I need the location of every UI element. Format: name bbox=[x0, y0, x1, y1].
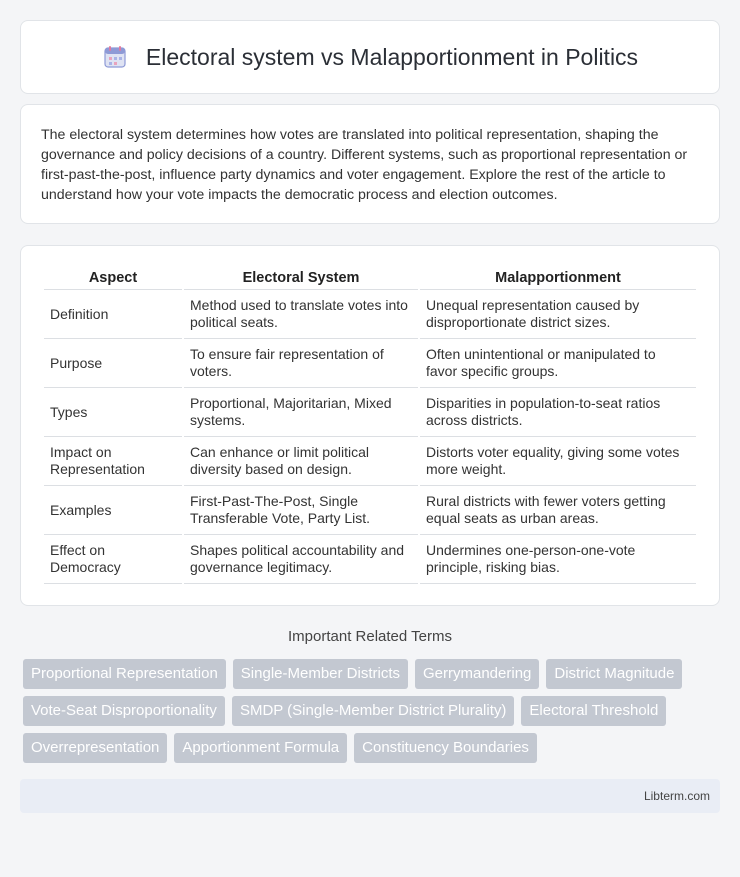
table-row bbox=[44, 486, 696, 535]
intro-card bbox=[20, 104, 720, 224]
table-cell: To ensure fair representation of voters. bbox=[184, 339, 418, 388]
related-terms-title: Important Related Terms bbox=[288, 628, 452, 645]
table-row bbox=[44, 290, 696, 339]
table-row bbox=[44, 339, 696, 388]
related-term-tag[interactable]: Vote-Seat Disproportionality bbox=[23, 696, 225, 726]
related-term-tag[interactable]: Constituency Boundaries bbox=[354, 733, 537, 763]
intro-text: The electoral system determines how votes are translated into political representation, shaping the governance and policy decisions of a country. Different systems, such as proportional representation or first-past-the-post, influence party dynamics and voter engagement. Explore the rest of the article to understand how your vote impacts the democratic process and election outcomes. bbox=[41, 127, 688, 203]
related-term-tag[interactable]: Apportionment Formula bbox=[174, 733, 347, 763]
table-cell: Proportional, Majoritarian, Mixed systems. bbox=[184, 388, 418, 437]
table-cell: Method used to translate votes into political seats. bbox=[184, 290, 418, 339]
table-cell: Rural districts with fewer voters getting equal seats as urban areas. bbox=[420, 486, 696, 535]
table-cell: Distorts voter equality, giving some votes more weight. bbox=[420, 437, 696, 486]
table-cell: Types bbox=[44, 388, 182, 437]
comparison-table bbox=[42, 266, 698, 584]
comparison-table-card bbox=[20, 245, 720, 606]
page-title: Electoral system vs Malapportionment in Politics bbox=[145, 43, 639, 70]
table-cell: Can enhance or limit political diversity based on design. bbox=[184, 437, 418, 486]
header-malapportionment: Malapportionment bbox=[420, 266, 696, 290]
table-cell: Definition bbox=[44, 290, 182, 339]
table-cell: Shapes political accountability and governance legitimacy. bbox=[184, 535, 418, 584]
related-term-tag[interactable]: Gerrymandering bbox=[415, 659, 539, 689]
related-terms-list bbox=[20, 659, 720, 763]
table-cell: Undermines one-person-one-vote principle, risking bias. bbox=[420, 535, 696, 584]
related-term-tag[interactable]: SMDP (Single-Member District Plurality) bbox=[232, 696, 514, 726]
table-cell: Often unintentional or manipulated to favor specific groups. bbox=[420, 339, 696, 388]
table-cell: First-Past-The-Post, Single Transferable Vote, Party List. bbox=[184, 486, 418, 535]
table-cell: Purpose bbox=[44, 339, 182, 388]
table-row bbox=[44, 388, 696, 437]
header-electoral-system: Electoral System bbox=[184, 266, 418, 290]
table-cell: Unequal representation caused by disproportionate district sizes. bbox=[420, 290, 696, 339]
table-header-row bbox=[44, 266, 696, 290]
calendar-icon bbox=[102, 44, 128, 70]
table-cell: Disparities in population-to-seat ratios across districts. bbox=[420, 388, 696, 437]
related-term-tag[interactable]: Electoral Threshold bbox=[521, 696, 666, 726]
table-cell: Examples bbox=[44, 486, 182, 535]
footer bbox=[20, 779, 720, 813]
related-term-tag[interactable]: Proportional Representation bbox=[23, 659, 226, 689]
related-term-tag[interactable]: District Magnitude bbox=[546, 659, 682, 689]
related-term-tag[interactable]: Overrepresentation bbox=[23, 733, 167, 763]
footer-site-link[interactable]: Libterm.com bbox=[643, 789, 710, 803]
table-row bbox=[44, 437, 696, 486]
related-term-tag[interactable]: Single-Member Districts bbox=[233, 659, 408, 689]
header-aspect: Aspect bbox=[44, 266, 182, 290]
title-card bbox=[20, 20, 720, 94]
table-cell: Effect on Democracy bbox=[44, 535, 182, 584]
table-row bbox=[44, 535, 696, 584]
table-cell: Impact on Representation bbox=[44, 437, 182, 486]
